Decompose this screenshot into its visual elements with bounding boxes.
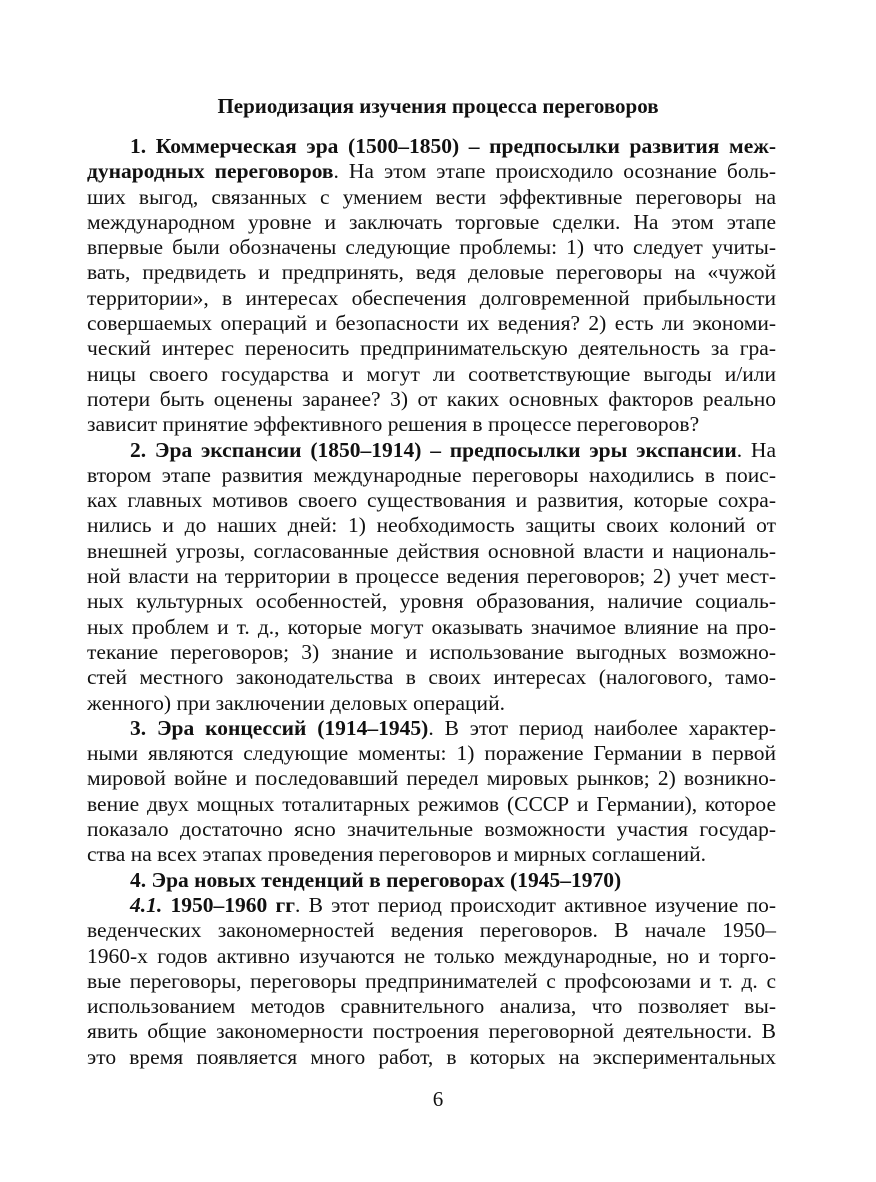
section-2-heading: 2. Эра экспансии (1850–1914) – предпосылки эры экспансии — [130, 437, 737, 462]
section-2-line: втором этапе развития международные переговоры находились в поис- — [87, 462, 776, 487]
section-4-line: веденческих закономерностей ведения переговоров. В начале 1950– — [87, 918, 776, 943]
section-4-heading-line — [87, 868, 776, 893]
section-2-line: внешней угрозы, согласованные действия основной власти и националь- — [87, 538, 776, 563]
section-1-line: впервые были обозначены следующие проблемы: 1) что следует учиты- — [87, 235, 776, 260]
section-4-line: явить общие закономерности построения переговорной деятельности. В — [87, 1019, 776, 1044]
section-2-line: женного) при заключении деловых операций. — [87, 690, 505, 715]
section-2-line: нились и до наших дней: 1) необходимость защиты своих колоний от — [87, 513, 776, 538]
page-title: Периодизация изучения процесса переговоров — [217, 94, 659, 118]
section-2-line: ках главных мотивов своего существования и развития, которые сохра- — [87, 488, 776, 513]
section-1-line: зависит принятие эффективного решения в процессе переговоров? — [87, 412, 700, 437]
section-1-line: ческий интерес переносить предпринимательскую деятельность за гра- — [87, 336, 776, 361]
section-2-line: стей местного законодательства в своих интересах (налогового, тамо- — [87, 665, 776, 690]
section-3-heading: 3. Эра концессий (1914–1945) — [130, 715, 429, 740]
section-1-heading: 1. Коммерческая эра (1500–1850) – предпосылки развития меж- — [130, 134, 776, 158]
section-2-line: ной власти на территории в процессе ведения переговоров; 2) учет мест- — [87, 564, 776, 589]
section-1-line: дународных переговоров. На этом этапе происходило осознание боль- — [87, 159, 776, 184]
section-1-line: вать, предвидеть и предпринять, ведя деловые переговоры на «чужой — [87, 260, 776, 285]
section-1-line: ницы своего государства и могут ли соответствующие выгоды и/или — [87, 361, 776, 386]
section-2-line: текание переговоров; 3) знание и использование выгодных возможно- — [87, 639, 776, 664]
section-3-line: мировой войне и последовавший передел мировых рынков; 2) возникно- — [87, 766, 776, 791]
subsection-heading: 1950–1960 гг — [162, 892, 295, 917]
section-4-line: вые переговоры, переговоры предпринимателей с профсоюзами и т. д. с — [87, 968, 776, 993]
section-3-line: ными являются следующие моменты: 1) поражение Германии в первой — [87, 741, 776, 766]
section-1-line: территории», в интересах обеспечения долговременной прибыльности — [87, 285, 776, 310]
section-1-heading-cont: дународных переговоров — [87, 159, 334, 184]
section-4-1-heading-line: 4.1. 1950–1960 гг. В этот период происходит активное изучение по- — [130, 892, 776, 917]
section-1-line: потери быть оценены заранее? 3) от каких основных факторов реально — [87, 386, 776, 411]
section-2-heading-line: 2. Эра экспансии (1850–1914) – предпосылки эры экспансии. На — [130, 437, 776, 462]
section-3-heading-line: 3. Эра концессий (1914–1945). В этот период наиболее характер- — [130, 715, 776, 740]
section-4-line: 1960-х годов активно изучаются не только международные, но и торго- — [87, 943, 776, 968]
section-3-line: вение двух мощных тоталитарных режимов (СССР и Германии), которое — [87, 791, 776, 816]
section-2-line: ных проблем и т. д., которые могут оказывать значимое влияние на про- — [87, 614, 776, 639]
section-3-line: ства на всех этапах проведения переговоров и мирных соглашений. — [87, 842, 706, 867]
section-1-line: международном уровне и заключать торговые сделки. На этом этапе — [87, 209, 776, 234]
section-2-line: ных культурных особенностей, уровня образования, наличие социаль- — [87, 589, 776, 614]
subsection-number: 4.1. — [130, 892, 163, 917]
section-4-heading: 4. Эра новых тенденций в переговорах (1945–1970) — [130, 867, 622, 892]
section-1-line: совершаемых операций и безопасности их ведения? 2) есть ли экономи- — [87, 311, 776, 336]
section-4-line: использованием методов сравнительного анализа, что позволяет вы- — [87, 994, 776, 1019]
section-1-line: ших выгод, связанных с умением вести эффективные переговоры на — [87, 184, 776, 209]
section-4-line: это время появляется много работ, в которых на экспериментальных — [87, 1044, 776, 1069]
page-number: 6 — [432, 1087, 444, 1111]
section-1-heading-line — [87, 134, 776, 159]
page-body — [87, 134, 776, 1070]
section-3-line: показало достаточно ясно значительные возможности участия государ- — [87, 817, 776, 842]
